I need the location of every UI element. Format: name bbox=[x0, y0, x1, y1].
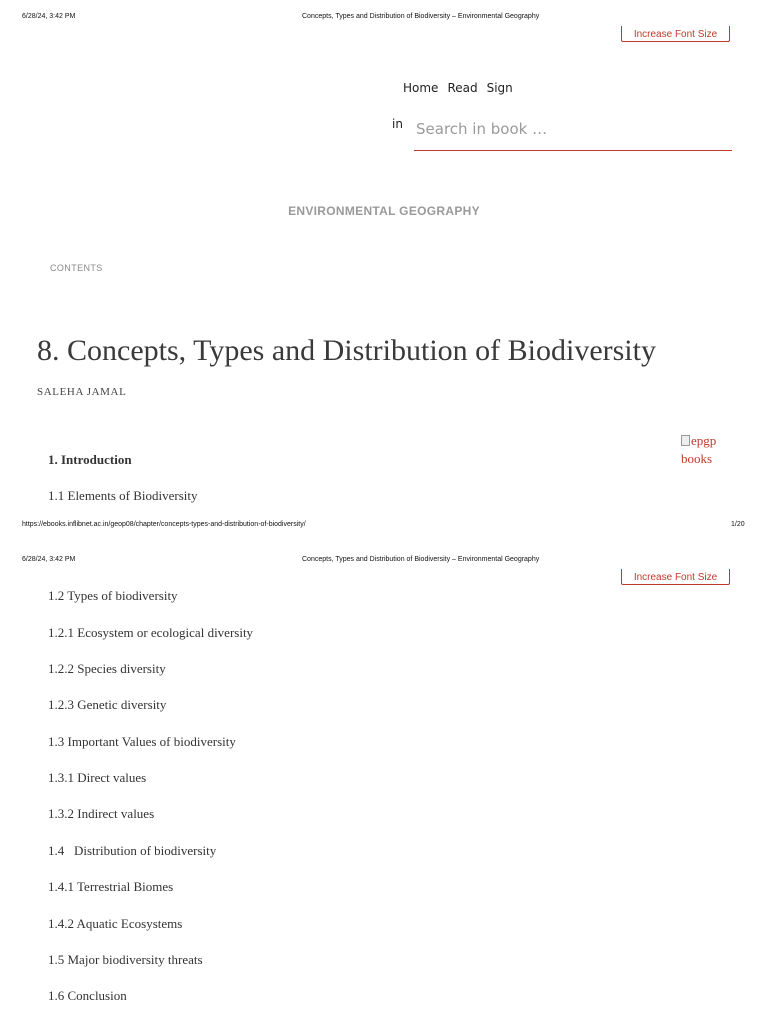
increase-font-size-button[interactable]: Increase Font Size bbox=[621, 26, 730, 42]
toc-item[interactable]: 1.3.1 Direct values bbox=[48, 770, 147, 785]
toc-item[interactable]: 1.2.1 Ecosystem or ecological diversity bbox=[48, 625, 254, 640]
toc-item[interactable]: 1.1 Elements of Biodiversity bbox=[48, 488, 198, 503]
toc-item[interactable]: 1.3.2 Indirect values bbox=[48, 806, 155, 821]
toc-item[interactable]: 1.6 Conclusion bbox=[48, 988, 127, 1003]
book-title[interactable]: ENVIRONMENTAL GEOGRAPHY bbox=[288, 204, 480, 218]
top-nav bbox=[403, 79, 522, 97]
logo-alt-line1: epgp bbox=[691, 433, 717, 448]
chapter-title: 8. Concepts, Types and Distribution of Biodiversity bbox=[37, 334, 656, 367]
nav-sign-in-suffix[interactable]: in bbox=[392, 117, 403, 131]
toc-item[interactable]: 1.2.3 Genetic diversity bbox=[48, 697, 167, 712]
increase-font-size-button[interactable]: Increase Font Size bbox=[621, 569, 730, 585]
nav-sign-link[interactable]: Sign bbox=[486, 81, 513, 95]
nav-home-link[interactable]: Home bbox=[403, 81, 439, 95]
toc-item[interactable]: 1.2 Types of biodiversity bbox=[48, 588, 178, 603]
print-timestamp: 6/28/24, 3:42 PM bbox=[22, 13, 76, 20]
print-doc-title: Concepts, Types and Distribution of Biodiversity – Environmental Geography bbox=[302, 556, 540, 563]
chapter-author: SALEHA JAMAL bbox=[37, 386, 127, 398]
toc-item-introduction[interactable]: 1. Introduction bbox=[48, 452, 132, 467]
logo-alt-line2: books bbox=[681, 451, 713, 466]
toc-item[interactable]: 1.2.2 Species diversity bbox=[48, 661, 166, 676]
toc-item[interactable]: 1.4.1 Terrestrial Biomes bbox=[48, 879, 174, 894]
toc-item[interactable]: 1.3 Important Values of biodiversity bbox=[48, 734, 236, 749]
print-page-number: 1/20 bbox=[731, 521, 745, 528]
search-input[interactable] bbox=[414, 108, 732, 151]
print-timestamp: 6/28/24, 3:42 PM bbox=[22, 556, 76, 563]
toc-item[interactable]: 1.4.2 Aquatic Ecosystems bbox=[48, 916, 183, 931]
contents-link[interactable]: CONTENTS bbox=[50, 263, 103, 273]
print-footer-url: https://ebooks.inflibnet.ac.in/geop08/chapter/concepts-types-and-distribution-of-biodiversity/ bbox=[22, 521, 306, 528]
broken-image-icon bbox=[681, 435, 690, 446]
epgp-books-logo bbox=[681, 432, 741, 468]
toc-item[interactable]: 1.5 Major biodiversity threats bbox=[48, 952, 203, 967]
print-doc-title: Concepts, Types and Distribution of Biodiversity – Environmental Geography bbox=[302, 13, 540, 20]
nav-read-link[interactable]: Read bbox=[447, 81, 478, 95]
toc-item[interactable]: 1.4 Distribution of biodiversity bbox=[48, 843, 217, 858]
